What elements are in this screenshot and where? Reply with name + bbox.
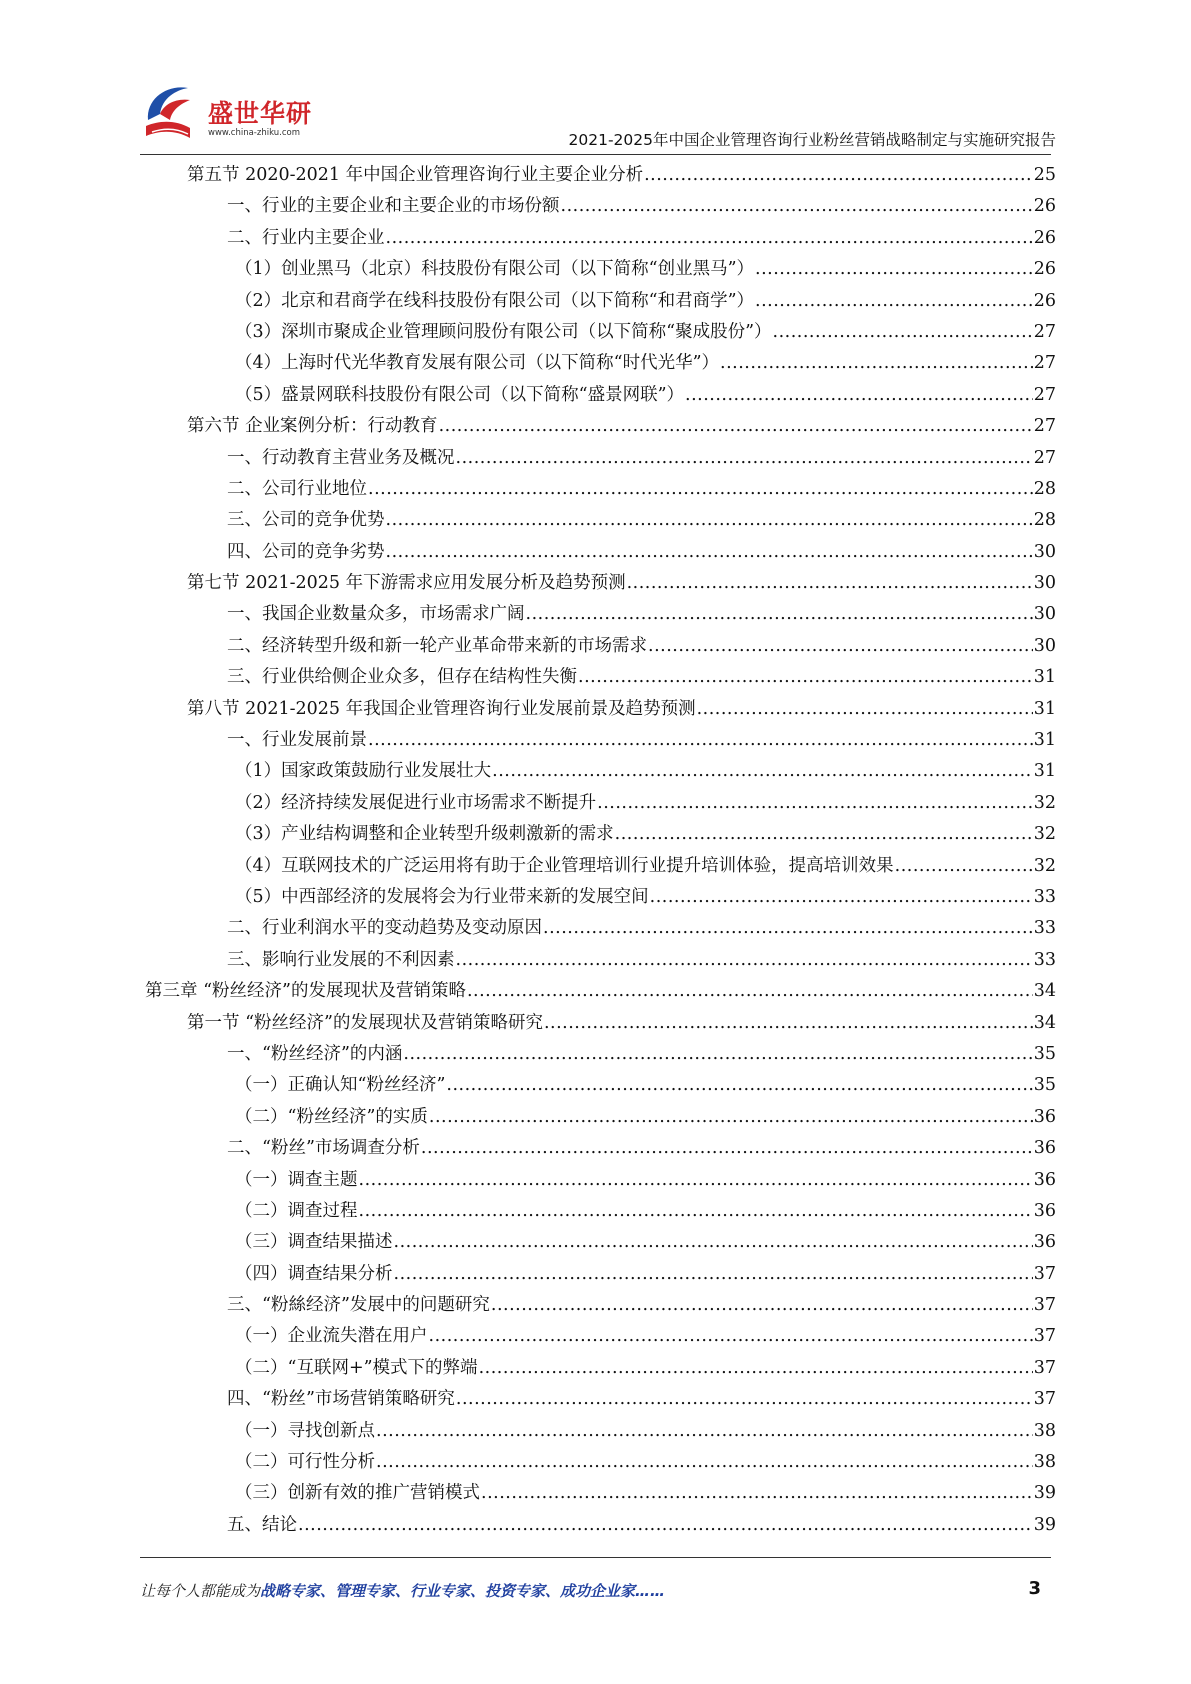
brand-logo bbox=[140, 80, 320, 150]
toc-entry-title: （二）调查过程 bbox=[235, 1200, 358, 1221]
toc-entry[interactable] bbox=[145, 317, 1056, 348]
toc-entry-page: 30 bbox=[1033, 573, 1056, 594]
toc-entry[interactable] bbox=[145, 1510, 1056, 1541]
toc-entry-title: （1）国家政策鼓励行业发展壮大 bbox=[235, 761, 492, 782]
toc-entry-title: 一、“粉丝经济”的内涵 bbox=[227, 1043, 403, 1064]
toc-entry-title: （5）盛景网联科技股份有限公司（以下简称“盛景网联”） bbox=[235, 384, 685, 405]
toc-leader-dots bbox=[526, 599, 1033, 630]
toc-entry[interactable] bbox=[145, 1165, 1056, 1196]
toc-leader-dots bbox=[650, 882, 1033, 913]
toc-entry-page: 35 bbox=[1033, 1075, 1056, 1096]
toc-leader-dots bbox=[544, 1008, 1033, 1039]
toc-leader-dots bbox=[359, 1196, 1033, 1227]
toc-entry[interactable] bbox=[145, 756, 1056, 787]
toc-entry-title: 第六节 企业案例分析：行动教育 bbox=[187, 416, 438, 437]
toc-entry-title: （5）中西部经济的发展将会为行业带来新的发展空间 bbox=[235, 886, 649, 907]
toc-entry-title: （一）企业流失潜在用户 bbox=[235, 1326, 428, 1347]
toc-leader-dots bbox=[403, 1039, 1032, 1070]
toc-entry-page: 36 bbox=[1033, 1232, 1056, 1253]
toc-leader-dots bbox=[720, 348, 1033, 379]
toc-entry-page: 37 bbox=[1033, 1357, 1056, 1378]
toc-entry-title: 二、行业利润水平的变动趋势及变动原因 bbox=[227, 918, 542, 939]
toc-entry-title: 二、公司行业地位 bbox=[227, 478, 367, 499]
toc-entry-page: 26 bbox=[1033, 259, 1056, 280]
toc-entry-title: （二）“粉丝经济”的实质 bbox=[235, 1106, 428, 1127]
toc-leader-dots bbox=[446, 1070, 1032, 1101]
toc-entry-page: 30 bbox=[1033, 604, 1056, 625]
toc-entry[interactable] bbox=[145, 819, 1056, 850]
toc-leader-dots bbox=[895, 851, 1033, 882]
toc-entry[interactable] bbox=[145, 976, 1056, 1007]
toc-entry-page: 35 bbox=[1033, 1043, 1056, 1064]
toc-entry-title: （2）北京和君商学在线科技股份有限公司（以下简称“和君商学”） bbox=[235, 290, 755, 311]
toc-leader-dots bbox=[456, 443, 1033, 474]
toc-leader-dots bbox=[543, 913, 1033, 944]
toc-entry-page: 36 bbox=[1033, 1138, 1056, 1159]
toc-entry-page: 28 bbox=[1033, 510, 1056, 531]
toc-leader-dots bbox=[578, 662, 1033, 693]
toc-entry-page: 28 bbox=[1033, 478, 1056, 499]
toc-entry-page: 27 bbox=[1033, 353, 1056, 374]
toc-entry[interactable] bbox=[145, 537, 1056, 568]
toc-leader-dots bbox=[359, 1165, 1033, 1196]
toc-entry-title: 三、影响行业发展的不利因素 bbox=[227, 949, 455, 970]
table-of-contents bbox=[145, 160, 1056, 1541]
toc-entry[interactable] bbox=[145, 1321, 1056, 1352]
toc-entry-page: 39 bbox=[1033, 1514, 1056, 1535]
toc-leader-dots bbox=[368, 725, 1033, 756]
toc-entry[interactable] bbox=[145, 1259, 1056, 1290]
toc-leader-dots bbox=[394, 1259, 1033, 1290]
toc-leader-dots bbox=[439, 411, 1033, 442]
toc-entry-page: 34 bbox=[1033, 1012, 1056, 1033]
toc-entry[interactable] bbox=[145, 254, 1056, 285]
toc-entry-title: 五、结论 bbox=[227, 1514, 297, 1535]
toc-entry-title: 第五节 2020-2021 年中国企业管理咨询行业主要企业分析 bbox=[187, 165, 644, 185]
toc-entry-page: 37 bbox=[1033, 1389, 1056, 1410]
brand-logo-icon bbox=[140, 80, 210, 150]
toc-entry-title: 第八节 2021-2025 年我国企业管理咨询行业发展前景及趋势预测 bbox=[187, 698, 696, 719]
report-title: 2021-2025年中国企业管理咨询行业粉丝营销战略制定与实施研究报告 bbox=[568, 131, 1056, 149]
toc-entry[interactable] bbox=[145, 1384, 1056, 1415]
toc-leader-dots bbox=[376, 1416, 1033, 1447]
toc-leader-dots bbox=[561, 191, 1033, 222]
toc-entry-title: （二）“互联网+”模式下的弊端 bbox=[235, 1357, 478, 1378]
toc-entry-page: 38 bbox=[1033, 1452, 1056, 1473]
toc-entry-page: 26 bbox=[1033, 196, 1056, 217]
toc-entry-title: 一、行业发展前景 bbox=[227, 730, 367, 751]
toc-entry-title: （3）深圳市聚成企业管理顾问股份有限公司（以下简称“聚成股份”） bbox=[235, 321, 772, 342]
toc-entry-page: 36 bbox=[1033, 1169, 1056, 1190]
toc-entry[interactable] bbox=[145, 662, 1056, 693]
toc-entry-title: （一）寻找创新点 bbox=[235, 1420, 375, 1441]
toc-entry-page: 39 bbox=[1033, 1483, 1056, 1504]
toc-entry-title: 三、行业供给侧企业众多，但存在结构性失衡 bbox=[227, 667, 577, 688]
toc-entry[interactable] bbox=[145, 1416, 1056, 1447]
toc-leader-dots bbox=[376, 1447, 1033, 1478]
toc-entry-page: 36 bbox=[1033, 1106, 1056, 1127]
toc-entry-title: （一）正确认知“粉丝经济” bbox=[235, 1075, 446, 1096]
toc-entry-page: 26 bbox=[1033, 227, 1056, 248]
toc-entry[interactable] bbox=[145, 348, 1056, 379]
toc-leader-dots bbox=[479, 1353, 1033, 1384]
toc-entry[interactable] bbox=[145, 1008, 1056, 1039]
toc-entry-title: （4）上海时代光华教育发展有限公司（以下简称“时代光华”） bbox=[235, 353, 720, 374]
toc-entry-page: 32 bbox=[1033, 792, 1056, 813]
toc-leader-dots bbox=[368, 474, 1033, 505]
toc-entry-title: （1）创业黑马（北京）科技股份有限公司（以下简称“创业黑马”） bbox=[235, 259, 755, 280]
toc-entry-title: 二、经济转型升级和新一轮产业革命带来新的市场需求 bbox=[227, 635, 647, 656]
toc-entry[interactable] bbox=[145, 160, 1056, 191]
toc-entry-title: 第七节 2021-2025 年下游需求应用发展分析及趋势预测 bbox=[187, 573, 626, 594]
toc-entry-title: 四、“粉丝”市场营销策略研究 bbox=[227, 1389, 455, 1410]
toc-entry-page: 34 bbox=[1033, 981, 1056, 1002]
toc-leader-dots bbox=[773, 317, 1033, 348]
toc-entry-page: 27 bbox=[1033, 447, 1056, 468]
toc-entry-page: 33 bbox=[1033, 949, 1056, 970]
toc-entry[interactable] bbox=[145, 1039, 1056, 1070]
toc-entry-title: 四、公司的竞争劣势 bbox=[227, 541, 385, 562]
toc-leader-dots bbox=[429, 1321, 1033, 1352]
toc-entry-page: 26 bbox=[1033, 290, 1056, 311]
toc-entry-title: （二）可行性分析 bbox=[235, 1452, 375, 1473]
toc-leader-dots bbox=[386, 505, 1033, 536]
toc-leader-dots bbox=[394, 1227, 1033, 1258]
header-divider bbox=[140, 154, 1051, 155]
toc-entry-page: 25 bbox=[1033, 165, 1056, 185]
toc-entry-title: 第三章 “粉丝经济”的发展现状及营销策略 bbox=[145, 981, 466, 1002]
toc-entry[interactable] bbox=[145, 725, 1056, 756]
toc-entry-page: 38 bbox=[1033, 1420, 1056, 1441]
toc-entry-title: 二、行业内主要企业 bbox=[227, 227, 385, 248]
toc-leader-dots bbox=[755, 286, 1033, 317]
toc-entry-title: 一、行动教育主营业务及概况 bbox=[227, 447, 455, 468]
toc-entry[interactable] bbox=[145, 1227, 1056, 1258]
toc-entry-title: 一、行业的主要企业和主要企业的市场份额 bbox=[227, 196, 560, 217]
toc-entry-page: 37 bbox=[1033, 1263, 1056, 1284]
toc-entry-title: 二、“粉丝”市场调查分析 bbox=[227, 1138, 420, 1159]
page-number: 3 bbox=[1028, 1578, 1041, 1599]
toc-entry[interactable] bbox=[145, 945, 1056, 976]
toc-entry[interactable] bbox=[145, 568, 1056, 599]
toc-leader-dots bbox=[615, 819, 1033, 850]
toc-entry-title: （三）创新有效的推广营销模式 bbox=[235, 1483, 480, 1504]
toc-entry[interactable] bbox=[145, 1290, 1056, 1321]
toc-entry[interactable] bbox=[145, 223, 1056, 254]
toc-entry[interactable] bbox=[145, 882, 1056, 913]
toc-leader-dots bbox=[755, 254, 1033, 285]
toc-entry-page: 37 bbox=[1033, 1295, 1056, 1316]
toc-entry-page: 31 bbox=[1033, 667, 1056, 688]
toc-leader-dots bbox=[481, 1478, 1033, 1509]
toc-entry-page: 30 bbox=[1033, 635, 1056, 656]
toc-entry-page: 32 bbox=[1033, 855, 1056, 876]
toc-entry-page: 37 bbox=[1033, 1326, 1056, 1347]
toc-entry-page: 27 bbox=[1033, 416, 1056, 437]
toc-entry[interactable] bbox=[145, 1447, 1056, 1478]
toc-entry-page: 31 bbox=[1033, 698, 1056, 719]
toc-entry-title: （四）调查结果分析 bbox=[235, 1263, 393, 1284]
brand-name: 盛世华研 bbox=[208, 99, 313, 128]
toc-entry-page: 27 bbox=[1033, 321, 1056, 342]
toc-entry-page: 31 bbox=[1033, 730, 1056, 751]
toc-entry-page: 30 bbox=[1033, 541, 1056, 562]
footer-divider bbox=[140, 1557, 1051, 1558]
toc-leader-dots bbox=[644, 160, 1033, 191]
toc-leader-dots bbox=[298, 1510, 1033, 1541]
toc-entry[interactable] bbox=[145, 913, 1056, 944]
toc-entry-title: （3）产业结构调整和企业转型升级刺激新的需求 bbox=[235, 824, 614, 845]
toc-entry-title: 一、我国企业数量众多，市场需求广阔 bbox=[227, 604, 525, 625]
toc-entry[interactable] bbox=[145, 380, 1056, 411]
toc-entry[interactable] bbox=[145, 474, 1056, 505]
toc-entry-page: 36 bbox=[1033, 1200, 1056, 1221]
toc-entry[interactable] bbox=[145, 411, 1056, 442]
toc-leader-dots bbox=[421, 1133, 1033, 1164]
toc-entry[interactable] bbox=[145, 1102, 1056, 1133]
toc-entry[interactable] bbox=[145, 191, 1056, 222]
toc-leader-dots bbox=[597, 788, 1033, 819]
toc-entry-page: 33 bbox=[1033, 886, 1056, 907]
toc-entry[interactable] bbox=[145, 505, 1056, 536]
toc-leader-dots bbox=[467, 976, 1033, 1007]
toc-entry-page: 31 bbox=[1033, 761, 1056, 782]
toc-entry-title: （一）调查主题 bbox=[235, 1169, 358, 1190]
brand-url: www.china-zhiku.com bbox=[208, 128, 300, 138]
motto-prefix: 让每个人都能成为 bbox=[140, 1582, 261, 1600]
toc-entry-title: （2）经济持续发展促进行业市场需求不断提升 bbox=[235, 792, 597, 813]
toc-entry[interactable] bbox=[145, 443, 1056, 474]
toc-entry[interactable] bbox=[145, 694, 1056, 725]
toc-entry-title: 三、公司的竞争优势 bbox=[227, 510, 385, 531]
toc-leader-dots bbox=[491, 1290, 1033, 1321]
motto-highlight: 战略专家、管理专家、行业专家、投资专家、成功企业家…… bbox=[260, 1582, 666, 1600]
toc-leader-dots bbox=[492, 756, 1033, 787]
toc-entry[interactable] bbox=[145, 631, 1056, 662]
toc-leader-dots bbox=[697, 694, 1033, 725]
toc-entry-title: 三、“粉絲经济”发展中的问题研究 bbox=[227, 1295, 490, 1316]
toc-entry[interactable] bbox=[145, 1478, 1056, 1509]
toc-leader-dots bbox=[648, 631, 1033, 662]
toc-leader-dots bbox=[685, 380, 1033, 411]
toc-entry-page: 33 bbox=[1033, 918, 1056, 939]
toc-entry[interactable] bbox=[145, 1353, 1056, 1384]
toc-leader-dots bbox=[456, 945, 1033, 976]
toc-entry[interactable] bbox=[145, 1070, 1056, 1101]
toc-entry[interactable] bbox=[145, 1196, 1056, 1227]
toc-entry-page: 32 bbox=[1033, 824, 1056, 845]
toc-leader-dots bbox=[627, 568, 1033, 599]
toc-entry-title: 第一节 “粉丝经济”的发展现状及营销策略研究 bbox=[187, 1012, 543, 1033]
toc-entry[interactable] bbox=[145, 788, 1056, 819]
toc-entry[interactable] bbox=[145, 851, 1056, 882]
footer-motto bbox=[140, 1580, 665, 1601]
toc-entry-title: （三）调查结果描述 bbox=[235, 1232, 393, 1253]
toc-entry[interactable] bbox=[145, 599, 1056, 630]
toc-leader-dots bbox=[386, 537, 1033, 568]
toc-entry[interactable] bbox=[145, 1133, 1056, 1164]
toc-entry-title: （4）互联网技术的广泛运用将有助于企业管理培训行业提升培训体验，提高培训效果 bbox=[235, 855, 894, 876]
toc-entry-page: 27 bbox=[1033, 384, 1056, 405]
toc-entry[interactable] bbox=[145, 286, 1056, 317]
toc-leader-dots bbox=[386, 223, 1033, 254]
toc-leader-dots bbox=[456, 1384, 1033, 1415]
toc-leader-dots bbox=[429, 1102, 1033, 1133]
